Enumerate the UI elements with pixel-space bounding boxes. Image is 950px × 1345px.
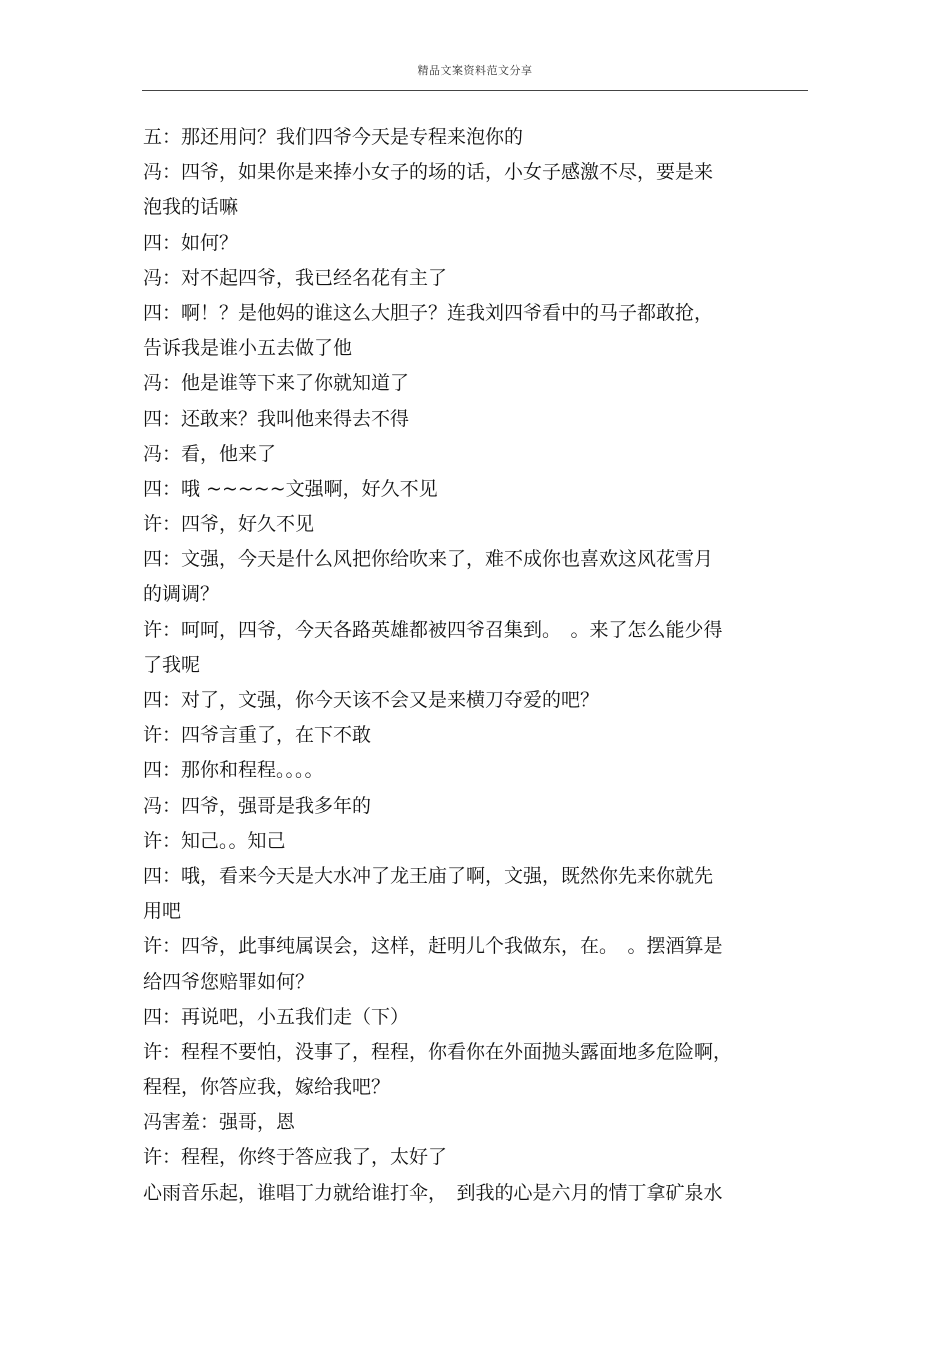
text-line: 四：文强，今天是什么风把你给吹来了，难不成你也喜欢这风花雪月 [143, 548, 714, 571]
text-line: 泡我的话嘛 [143, 196, 239, 219]
text-line: 四：那你和程程。。。。 [143, 759, 324, 782]
text-line: 四：再说吧，小五我们走（下） [143, 1005, 410, 1028]
text-line: 四：还敢来？我叫他来得去不得 [143, 407, 410, 430]
text-line: 冯：对不起四爷，我已经名花有主了 [143, 266, 448, 289]
text-line: 用吧 [143, 900, 182, 923]
text-line: 的调调？ [143, 583, 220, 606]
text-line: 四：如何？ [143, 231, 239, 254]
text-line: 许：四爷言重了，在下不敢 [143, 724, 372, 747]
text-line: 冯害羞：强哥，恩 [143, 1111, 296, 1134]
text-line: 心雨音乐起，谁唱丁力就给谁打伞， 到我的心是六月的情丁拿矿泉水 [143, 1181, 723, 1204]
text-line: 许：程程不要怕，没事了，程程，你看你在外面抛头露面地多危险啊， [143, 1040, 733, 1063]
text-line: 五：那还用问？我们四爷今天是专程来泡你的 [143, 126, 524, 148]
page-header: 精品文案资料范文分享 [417, 64, 533, 77]
text-line: 给四爷您赔罪如何？ [143, 970, 315, 993]
text-line: 许：呵呵，四爷，今天各路英雄都被四爷召集到。 。来了怎么能少得 [143, 618, 723, 641]
text-line: 告诉我是谁小五去做了他 [143, 337, 353, 360]
document-body [143, 120, 808, 1211]
text-line: 冯：看，他来了 [143, 442, 277, 465]
text-line: 许：四爷，好久不见 [143, 513, 315, 536]
text-line: 四：哦 ~~~~~文强啊，好久不见 [143, 477, 438, 500]
text-line: 四：哦，看来今天是大水冲了龙王庙了啊，文强，既然你先来你就先 [143, 864, 714, 887]
text-line: 冯：他是谁等下来了你就知道了 [143, 372, 410, 395]
text-line: 程程，你答应我，嫁给我吧？ [143, 1076, 391, 1099]
text-line: 冯：四爷，如果你是来捧小女子的场的话，小女子感激不尽，要是来 [143, 161, 714, 184]
text-line: 许：知己。。知己 [143, 829, 286, 852]
text-line: 了我呢 [143, 653, 201, 676]
header-divider [142, 90, 808, 91]
text-line: 四：啊！？是他妈的谁这么大胆子？连我刘四爷看中的马子都敢抢， [143, 301, 714, 324]
text-line: 许：四爷，此事纯属误会，这样，赶明儿个我做东，在。 。摆酒算是 [143, 935, 723, 958]
text-line: 四：对了，文强，你今天该不会又是来横刀夺爱的吧？ [143, 689, 600, 711]
text-line: 冯：四爷，强哥是我多年的 [143, 794, 372, 817]
text-line: 许：程程，你终于答应我了，太好了 [143, 1146, 448, 1169]
